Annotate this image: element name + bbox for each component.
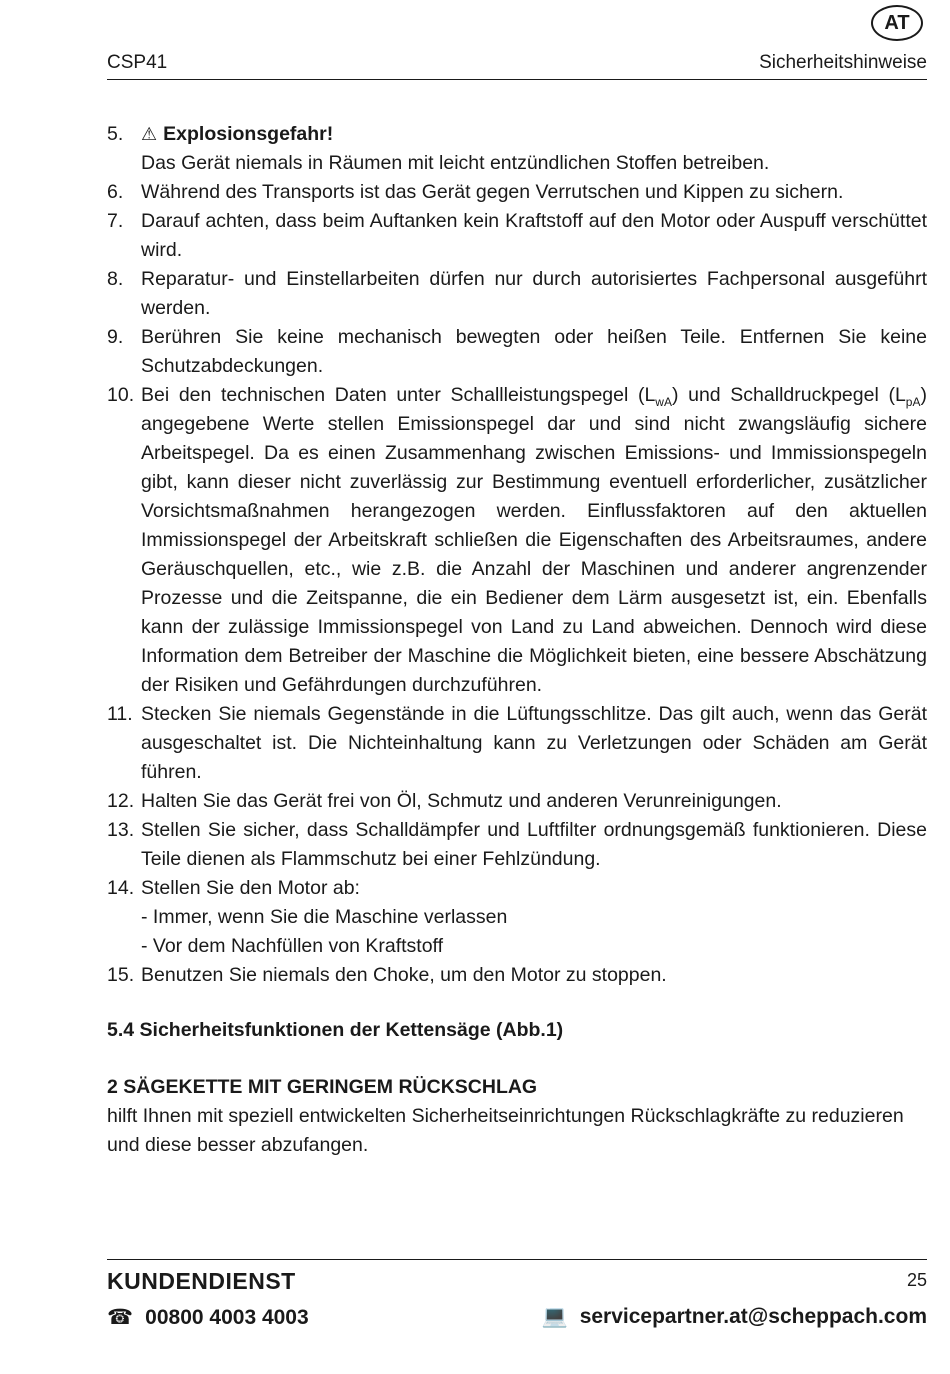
item-number: 12.: [107, 790, 135, 812]
item-number: 5.: [107, 123, 124, 145]
item-text: Benutzen Sie niemals den Choke, um den Motor zu stoppen.: [141, 964, 667, 986]
item-text: Berühren Sie keine mechanisch bewegten oder heißen Teile. Entfernen Sie keine Schutzabdeckungen.: [141, 326, 927, 377]
subscript-wa: wA: [655, 394, 672, 409]
item-bold: Explosionsgefahr!: [163, 123, 334, 145]
model-name: CSP41: [107, 52, 168, 73]
subscript-pa: pA: [905, 394, 921, 409]
list-item: [107, 207, 927, 265]
country-badge: [871, 5, 923, 41]
item-text: Stecken Sie niemals Gegenstände in die Lüftungsschlitze. Das gilt auch, wenn das Gerät ausgeschaltet ist. Die Nichteinhaltung kann zu Verletzungen oder Schäden am Gerät führen.: [141, 703, 927, 783]
header-divider: [107, 79, 927, 80]
list-item: [107, 787, 927, 816]
item-number: 13.: [107, 819, 135, 841]
sub-item: - Vor dem Nachfüllen von Kraftstoff: [141, 935, 444, 957]
item-number: 15.: [107, 964, 135, 986]
list-item: [107, 961, 927, 990]
item-text: Reparatur- und Einstellarbeiten dürfen nur durch autorisiertes Fachpersonal ausgeführt werden.: [141, 268, 927, 319]
item-text: Das Gerät niemals in Räumen mit leicht entzündlichen Stoffen betreiben.: [141, 152, 770, 174]
phone-contact: [107, 1305, 309, 1330]
main-content: [107, 120, 927, 1160]
item-text: Stellen Sie den Motor ab:: [141, 877, 360, 899]
item-number: 6.: [107, 181, 124, 203]
item-number: 9.: [107, 326, 124, 348]
footer-divider: [107, 1259, 927, 1260]
paragraph: hilft Ihnen mit speziell entwickelten Sicherheitseinrichtungen Rückschlagkräfte zu reduzieren und diese besser abzufangen.: [107, 1105, 904, 1156]
list-item: [107, 700, 927, 787]
service-label: KUNDENDIENST: [107, 1268, 296, 1294]
list-item: [107, 323, 927, 381]
email-contact: [542, 1305, 927, 1329]
laptop-icon: 💻: [541, 1305, 568, 1328]
list-item: [107, 874, 927, 961]
item-text: Stellen Sie sicher, dass Schalldämpfer und Luftfilter ordnungsgemäß funktionieren. Diese Teile dienen als Flammschutz bei einer Fehlzündung.: [141, 819, 927, 870]
warning-icon: ⚠: [141, 124, 158, 144]
phone-icon: ☎: [107, 1306, 134, 1329]
safety-list: [107, 120, 927, 990]
section-heading: 5.4 Sicherheitsfunktionen der Kettensäge (Abb.1): [107, 1019, 564, 1041]
item-number: 11.: [107, 703, 133, 725]
sub-heading: 2 SÄGEKETTE MIT GERINGEM RÜCKSCHLAG: [107, 1076, 538, 1098]
item-text: Während des Transports ist das Gerät gegen Verrutschen und Kippen zu sichern.: [141, 181, 844, 203]
section-title: Sicherheitshinweise: [759, 52, 927, 73]
country-code: AT: [884, 11, 910, 34]
item-number: 8.: [107, 268, 124, 290]
email-address: servicepartner.at@scheppach.com: [579, 1305, 927, 1328]
list-item: [107, 816, 927, 874]
list-item: [107, 381, 927, 700]
item-text: ) angegebene Werte stellen Emissionspegel dar und sind nicht zwangsläufig sichere Arbeitspegel. Da es einen Zusammenhang zwischen Emissions- und Immissionspegeln gibt, kann dieser nicht zuverlässig zur Bestimmung eventuell erforderlicher, zusätzlicher Vorsichtsmaßnahmen herangezogen werden. Einflussfaktoren auf den aktuellen Immissionspegel der Arbeitskraft schließen die Eigenschaften des Arbeitsraumes, andere Geräuschquellen, etc., wie z.B. die Anzahl der Maschinen und anderer angrenzender Prozesse und die Zeitspanne, die ein Bediener dem Lärm ausgesetzt ist, ein. Ebenfalls kann der zulässige Immissionspegel von Land zu Land abweichen. Dennoch wird diese Information dem Betreiber der Maschine die Möglichkeit bieten, eine bessere Abschätzung der Risiken und Gefährdungen durchzuführen.: [141, 384, 927, 696]
item-number: 7.: [107, 210, 124, 232]
item-text: Bei den technischen Daten unter Schallleistungspegel (L: [141, 384, 656, 406]
item-number: 10.: [107, 384, 135, 406]
list-item: [107, 120, 927, 178]
list-item: [107, 265, 927, 323]
item-text: ) und Schalldruckpegel (L: [671, 384, 906, 406]
list-item: [107, 178, 927, 207]
item-text: Darauf achten, dass beim Auftanken kein Kraftstoff auf den Motor oder Auspuff verschüttet wird.: [141, 210, 927, 261]
item-number: 14.: [107, 877, 135, 899]
phone-number: 00800 4003 4003: [145, 1306, 309, 1329]
sub-item: - Immer, wenn Sie die Maschine verlassen: [141, 906, 508, 928]
item-text: Halten Sie das Gerät frei von Öl, Schmutz und anderen Verunreinigungen.: [141, 790, 782, 812]
page-number: 25: [906, 1270, 927, 1290]
